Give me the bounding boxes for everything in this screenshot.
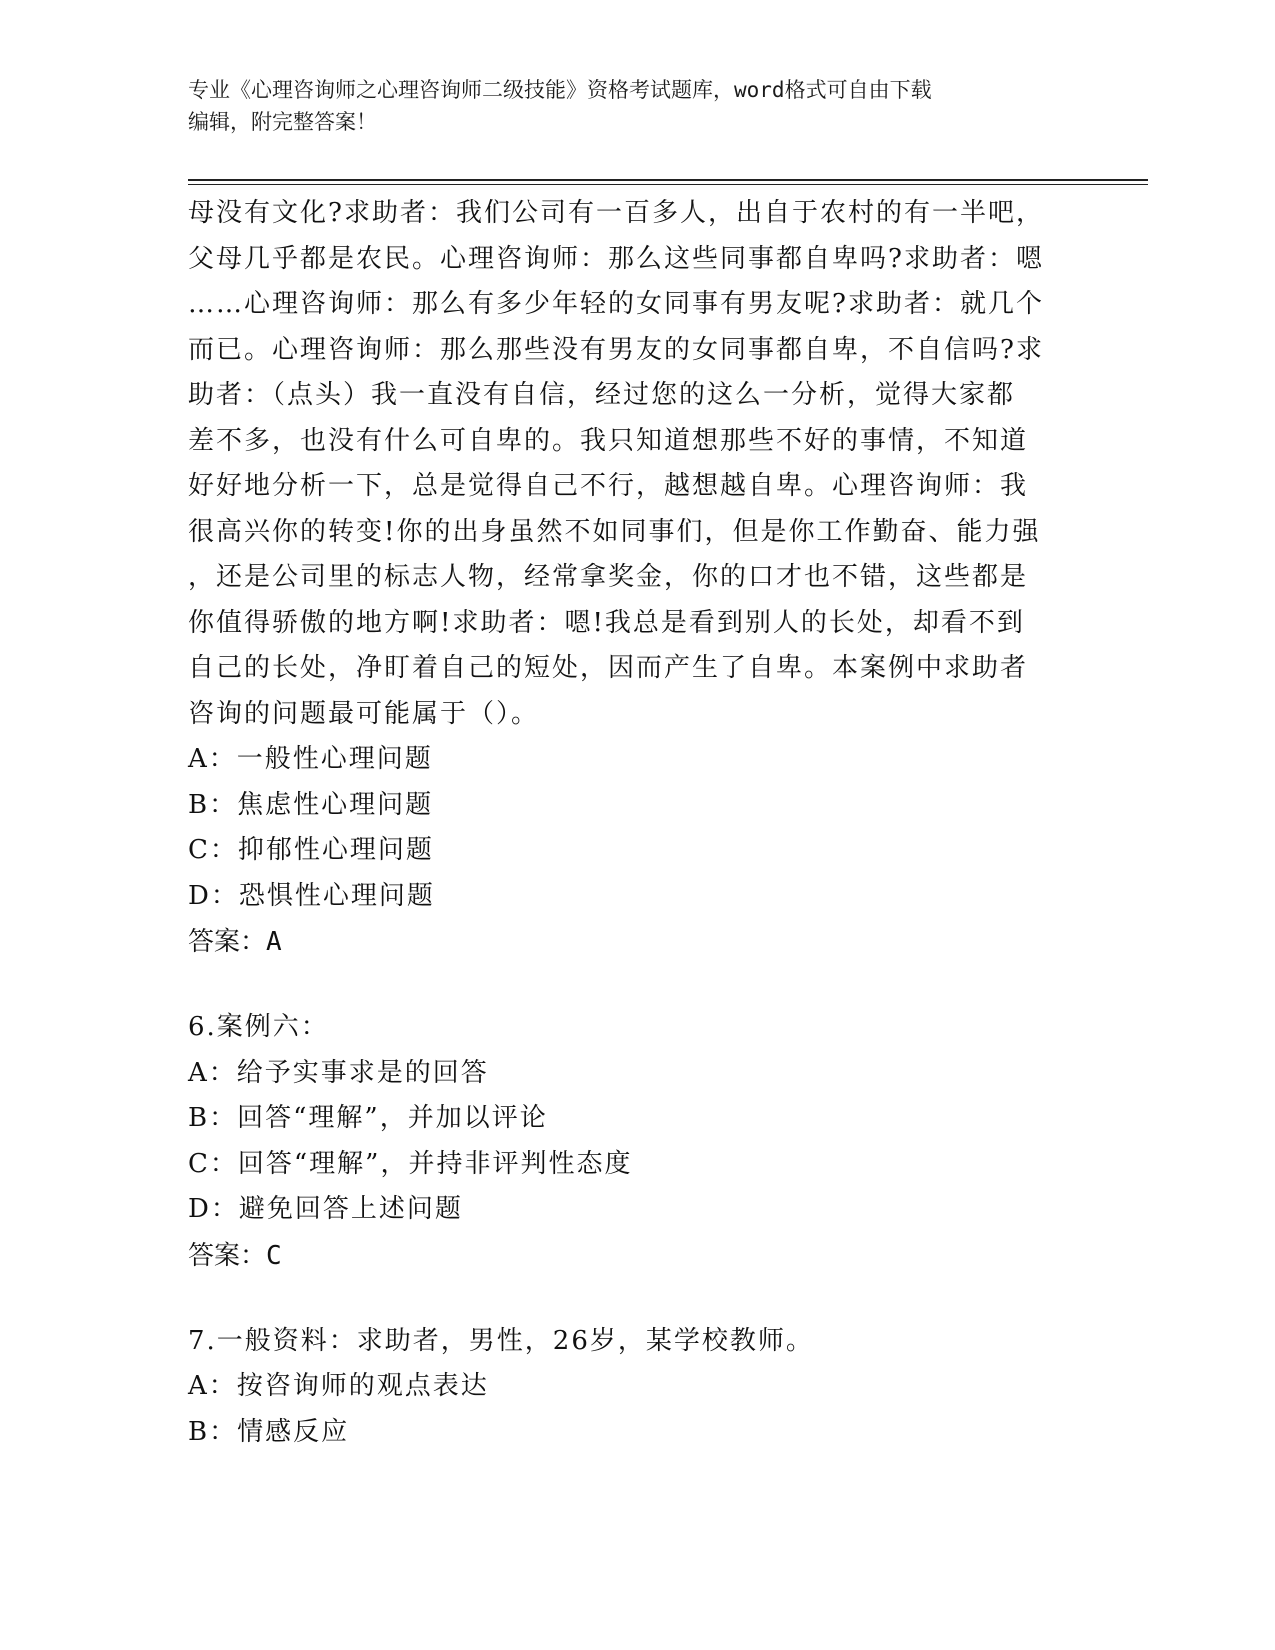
option-a: A：给予实事求是的回答: [188, 1057, 489, 1088]
option-d: D：避免回答上述问题: [188, 1194, 463, 1224]
option-b: B：回答“理解”，并加以评论: [188, 1103, 548, 1133]
question-5-options: [188, 737, 1068, 919]
passage-line: 助者：（点头）我一直没有自信，经过您的这么一分析，觉得大家都: [188, 380, 1016, 410]
passage-line: 咨询的问题最可能属于（）。: [188, 698, 540, 729]
passage-line: ……心理咨询师：那么有多少年轻的女同事有男友呢?求助者：就几个: [188, 289, 1044, 319]
passage-line: 差不多，也没有什么可自卑的。我只知道想那些不好的事情，不知道: [188, 425, 1029, 456]
option-b: B：焦虑性心理问题: [188, 789, 434, 820]
passage-line: ，还是公司里的标志人物，经常拿奖金，你的口才也不错，这些都是: [188, 562, 1029, 592]
question-6: [188, 1005, 1068, 1279]
question-6-stem: 6.案例六：: [188, 1012, 329, 1042]
header-title-line-2: 编辑，附完整答案！: [188, 110, 377, 134]
question-5-passage: [188, 191, 1068, 737]
option-c: C：抑郁性心理问题: [188, 835, 434, 865]
document-header: [188, 74, 1088, 138]
header-divider-thick: [188, 179, 1148, 181]
spacer: [188, 965, 1068, 1005]
document-body: [188, 191, 1068, 1455]
option-c: C：回答“理解”，并持非评判性态度: [188, 1148, 633, 1179]
passage-line: 母没有文化?求助者：我们公司有一百多人，出自于农村的有一半吧，: [188, 198, 1044, 228]
question-7-stem: 7.一般资料：求助者，男性，26岁，某学校教师。: [188, 1325, 814, 1356]
passage-line: 自己的长处，净盯着自己的短处，因而产生了自卑。本案例中求助者: [188, 653, 1029, 683]
question-6-answer: 答案：C: [188, 1240, 282, 1271]
passage-line: 很高兴你的转变!你的出身虽然不如同事们，但是你工作勤奋、能力强: [188, 516, 1041, 547]
passage-line: 你值得骄傲的地方啊!求助者：嗯!我总是看到别人的长处，却看不到: [188, 607, 1025, 638]
question-5-answer: 答案：A: [188, 927, 282, 957]
passage-line: 好好地分析一下，总是觉得自己不行，越想越自卑。心理咨询师：我: [188, 471, 1029, 501]
option-a: A：一般性心理问题: [188, 744, 433, 774]
passage-line: 父母几乎都是农民。心理咨询师：那么这些同事都自卑吗?求助者：嗯: [188, 243, 1044, 274]
option-b: B：情感反应: [188, 1416, 350, 1447]
header-divider-thin: [188, 184, 1148, 185]
option-d: D：恐惧性心理问题: [188, 880, 435, 911]
header-title-line-1: 专业《心理咨询师之心理咨询师二级技能》资格考试题库，word格式可自由下载: [188, 78, 932, 102]
spacer: [188, 1279, 1068, 1319]
passage-line: 而已。心理咨询师：那么那些没有男友的女同事都自卑，不自信吗?求: [188, 334, 1044, 365]
question-7: [188, 1319, 1068, 1456]
option-a: A：按咨询师的观点表达: [188, 1371, 489, 1401]
